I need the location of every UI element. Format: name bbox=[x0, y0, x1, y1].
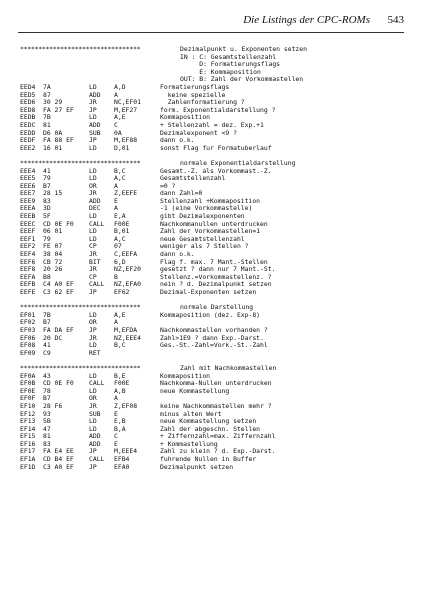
page-number: 543 bbox=[387, 14, 404, 26]
address: EEF4 bbox=[20, 250, 36, 259]
comment: Zahl zu klein ? d. Exp.-Darst. bbox=[160, 447, 276, 456]
address: EEE7 bbox=[20, 189, 36, 198]
mnemonic: OR bbox=[89, 181, 97, 190]
opcode-bytes: 78 bbox=[43, 386, 51, 395]
mnemonic: ADD bbox=[89, 120, 101, 129]
address: EEDB bbox=[20, 113, 36, 122]
comment: Zahl mit Nachkommastellen bbox=[180, 363, 277, 372]
opcode-bytes: 3D bbox=[43, 204, 51, 213]
mnemonic: SUB bbox=[89, 128, 101, 137]
comment: Nachkommanullen unterdrucken bbox=[160, 219, 268, 228]
operands: A,B bbox=[114, 386, 126, 395]
mnemonic: BIT bbox=[89, 257, 101, 266]
comment: Kommaposition bbox=[160, 113, 211, 122]
mnemonic: LD bbox=[89, 113, 97, 122]
operands: E bbox=[114, 196, 118, 205]
opcode-bytes: FA E4 EE bbox=[43, 447, 74, 456]
comment: Kommaposition bbox=[160, 371, 211, 380]
mnemonic: JR bbox=[89, 189, 97, 198]
mnemonic: ADD bbox=[89, 439, 101, 448]
assembly-listing bbox=[20, 46, 406, 471]
comment: Gesamtstellenzahl bbox=[160, 174, 226, 183]
operands: E,A bbox=[114, 212, 126, 221]
opcode-bytes: D6 0A bbox=[43, 128, 63, 137]
mnemonic: LD bbox=[89, 371, 97, 380]
operands: C bbox=[114, 432, 118, 441]
separator-stars: ********************************* bbox=[20, 303, 141, 312]
operands: NZ,EEE4 bbox=[114, 333, 141, 342]
operands: A bbox=[114, 181, 118, 190]
comment: dann Zahl=0 bbox=[160, 189, 203, 198]
operands: F00E bbox=[114, 219, 130, 228]
operands: A,C bbox=[114, 174, 126, 183]
address: EEF8 bbox=[20, 265, 36, 274]
opcode-bytes: 83 bbox=[43, 439, 51, 448]
mnemonic: LD bbox=[89, 82, 97, 91]
comment: Flag f. max. 7 Mant.-Stellen bbox=[160, 257, 268, 266]
opcode-bytes: 7B bbox=[43, 310, 51, 319]
mnemonic: LD bbox=[89, 386, 97, 395]
operands: E bbox=[114, 409, 118, 418]
mnemonic: JR bbox=[89, 333, 97, 342]
mnemonic: LD bbox=[89, 174, 97, 183]
operands: EF62 bbox=[114, 288, 130, 296]
mnemonic: CALL bbox=[89, 379, 105, 388]
opcode-bytes: 28 15 bbox=[43, 189, 63, 198]
comment: IN : C: Gesamtstellenzahl bbox=[180, 52, 277, 61]
opcode-bytes: 81 bbox=[43, 120, 51, 129]
operands: A,C bbox=[114, 234, 126, 243]
comment: neue Gesamtstellenzahl bbox=[160, 234, 245, 243]
opcode-bytes: 38 04 bbox=[43, 250, 63, 259]
operands: M,EF88 bbox=[114, 136, 138, 145]
mnemonic: OR bbox=[89, 394, 97, 403]
operands: M,EF27 bbox=[114, 105, 138, 114]
mnemonic: CP bbox=[89, 242, 97, 251]
operands: D,01 bbox=[114, 143, 130, 152]
opcode-bytes: FA DA EF bbox=[43, 325, 74, 334]
comment: + Ziffernzahl=max. Ziffernzahl bbox=[160, 432, 276, 441]
mnemonic: CALL bbox=[89, 219, 105, 228]
comment: =0 ? bbox=[160, 181, 176, 190]
opcode-bytes: 16 01 bbox=[43, 143, 63, 152]
listing-line bbox=[20, 145, 406, 153]
address: EF17 bbox=[20, 447, 36, 456]
mnemonic: JP bbox=[89, 462, 97, 471]
address: EF1A bbox=[20, 455, 36, 464]
operands: Z,EEFE bbox=[114, 189, 138, 198]
indent bbox=[20, 61, 180, 69]
separator-stars: ********************************* bbox=[20, 363, 141, 372]
address: EF15 bbox=[20, 432, 36, 441]
address: EF03 bbox=[20, 325, 36, 334]
mnemonic: CALL bbox=[89, 455, 105, 464]
comment: + Stellenzahl = dez. Exp.+1 bbox=[160, 120, 264, 129]
address: EEEC bbox=[20, 219, 36, 228]
comment: Dezimalexponent <9 ? bbox=[160, 128, 237, 137]
listing-line bbox=[20, 388, 406, 396]
indent bbox=[20, 69, 180, 77]
address: EF14 bbox=[20, 424, 36, 433]
opcode-bytes: B7 bbox=[43, 318, 51, 327]
operands: B,C bbox=[114, 341, 126, 350]
operands: C,EEFA bbox=[114, 250, 138, 259]
listing-line bbox=[20, 130, 406, 138]
comment: keine spezielle bbox=[160, 90, 226, 99]
opcode-bytes: CD 0E F0 bbox=[43, 219, 74, 228]
comment: gesetzt ? dann nur 7 Mant.-St. bbox=[160, 265, 276, 274]
comment: Zahl der Vorkommastellen=1 bbox=[160, 227, 261, 236]
listing-line bbox=[20, 342, 406, 350]
opcode-bytes: C3 A0 EF bbox=[43, 462, 74, 471]
comment: weniger als 7 Stellen ? bbox=[160, 242, 249, 251]
comment: Dezimalpunkt u. Exponenten setzen bbox=[180, 45, 307, 53]
opcode-bytes: B8 bbox=[43, 272, 51, 281]
opcode-bytes: FA 27 EF bbox=[43, 105, 74, 114]
operands: B,01 bbox=[114, 227, 130, 236]
indent bbox=[20, 54, 180, 62]
comment: neue Kommastellung bbox=[160, 386, 230, 395]
mnemonic: RET bbox=[89, 348, 101, 357]
comment: Zahlenformatierung ? bbox=[160, 98, 245, 107]
operands: NZ,EFA0 bbox=[114, 280, 141, 289]
comment: Stellenzahl +Kommaposition bbox=[160, 196, 261, 205]
comment: OUT: B: Zahl der Vorkommastellen bbox=[180, 75, 304, 84]
comment bbox=[160, 350, 406, 358]
comment: Dezimal-Exponenten setzen bbox=[160, 288, 257, 296]
listing-line bbox=[20, 183, 406, 191]
opcode-bytes: B7 bbox=[43, 394, 51, 403]
address: EEFE bbox=[20, 288, 36, 296]
mnemonic: JR bbox=[89, 250, 97, 259]
separator-stars: ********************************* bbox=[20, 158, 141, 167]
opcode-bytes: C4 A0 EF bbox=[43, 280, 74, 289]
operands: 07 bbox=[114, 242, 122, 251]
operands: B,A bbox=[114, 424, 126, 433]
opcode-bytes: 5B bbox=[43, 417, 51, 426]
address: EEEA bbox=[20, 204, 36, 213]
opcode-bytes: 5F bbox=[43, 212, 51, 221]
address: EF0A bbox=[20, 371, 36, 380]
opcode-bytes: 47 bbox=[43, 424, 51, 433]
mnemonic: JR bbox=[89, 401, 97, 410]
operands: A bbox=[114, 394, 118, 403]
address: EEEF bbox=[20, 227, 36, 236]
page-header bbox=[18, 12, 404, 33]
operands: 6,D bbox=[114, 257, 126, 266]
operands: NC,EF01 bbox=[114, 98, 141, 107]
running-title: Die Listings der CPC-ROMs bbox=[243, 14, 370, 26]
operands: M,EEE4 bbox=[114, 447, 138, 456]
opcode-bytes: C3 62 EF bbox=[43, 288, 74, 296]
address: EEF1 bbox=[20, 234, 36, 243]
address: EF0B bbox=[20, 379, 36, 388]
comment: Zahl>1E9 ? dann Exp.-Darst. bbox=[160, 333, 264, 342]
address: EEE2 bbox=[20, 143, 36, 152]
comment: Dezimalpunkt setzen bbox=[160, 462, 234, 471]
mnemonic: JP bbox=[89, 447, 97, 456]
mnemonic: ADD bbox=[89, 196, 101, 205]
opcode-bytes: FE 07 bbox=[43, 242, 63, 251]
opcode-bytes: 7B bbox=[43, 113, 51, 122]
mnemonic: ADD bbox=[89, 432, 101, 441]
listing-line bbox=[20, 312, 406, 320]
address: EF0E bbox=[20, 386, 36, 395]
listing-line bbox=[20, 350, 406, 358]
listing-line bbox=[20, 365, 406, 373]
mnemonic: LD bbox=[89, 143, 97, 152]
comment: -1 (eine Vorkommastelle) bbox=[160, 204, 253, 213]
comment: Ges.-St.-Zahl=Vork.-St.-Zahl bbox=[160, 341, 268, 350]
operands bbox=[114, 350, 160, 358]
comment: + Kommastellung bbox=[160, 439, 218, 448]
address: EEF6 bbox=[20, 257, 36, 266]
comment: neue Kommastellung setzen bbox=[160, 417, 257, 426]
opcode-bytes: 20 26 bbox=[43, 265, 63, 274]
opcode-bytes: CB 72 bbox=[43, 257, 63, 266]
opcode-bytes: 7A bbox=[43, 82, 51, 91]
listing-line bbox=[20, 464, 406, 472]
opcode-bytes: 79 bbox=[43, 174, 51, 183]
opcode-bytes: B7 bbox=[43, 181, 51, 190]
comment: fuhrende Nullen in Buffer bbox=[160, 455, 257, 464]
opcode-bytes: 28 F6 bbox=[43, 401, 63, 410]
address: EEFA bbox=[20, 272, 36, 281]
mnemonic: LD bbox=[89, 341, 97, 350]
address: EF10 bbox=[20, 401, 36, 410]
address: EF01 bbox=[20, 310, 36, 319]
mnemonic: LD bbox=[89, 310, 97, 319]
operands: A bbox=[114, 318, 118, 327]
opcode-bytes: 83 bbox=[43, 196, 51, 205]
operands: F00E bbox=[114, 379, 130, 388]
address: EF16 bbox=[20, 439, 36, 448]
address: EEE6 bbox=[20, 181, 36, 190]
opcode-bytes: 41 bbox=[43, 166, 51, 175]
comment: keine Nachkommastellen mehr ? bbox=[160, 401, 272, 410]
operands: 0A bbox=[114, 128, 122, 137]
opcode-bytes: C9 bbox=[43, 348, 51, 357]
mnemonic: SUB bbox=[89, 409, 101, 418]
address: EF08 bbox=[20, 341, 36, 350]
address: EF12 bbox=[20, 409, 36, 418]
comment: Nachkommastellen vorhanden ? bbox=[160, 325, 268, 334]
mnemonic: LD bbox=[89, 417, 97, 426]
mnemonic: CALL bbox=[89, 280, 105, 289]
operands: A,D bbox=[114, 82, 126, 91]
address: EEDF bbox=[20, 136, 36, 145]
comment: nein ? d. Dezimalpunkt setzen bbox=[160, 280, 272, 289]
address: EF02 bbox=[20, 318, 36, 327]
mnemonic: JP bbox=[89, 325, 97, 334]
mnemonic: LD bbox=[89, 424, 97, 433]
address: EED6 bbox=[20, 98, 36, 107]
address: EEEB bbox=[20, 212, 36, 221]
opcode-bytes: 93 bbox=[43, 409, 51, 418]
mnemonic: JP bbox=[89, 288, 97, 296]
address: EED8 bbox=[20, 105, 36, 114]
separator-stars: ********************************* bbox=[20, 45, 141, 53]
address: EEE4 bbox=[20, 166, 36, 175]
opcode-bytes: 06 01 bbox=[43, 227, 63, 236]
operands: EFB4 bbox=[114, 455, 130, 464]
comment: Gesamt.-Z. als Vorkommast.-Z. bbox=[160, 166, 272, 175]
mnemonic: LD bbox=[89, 166, 97, 175]
comment: dann o.k. bbox=[160, 136, 195, 145]
address: EF06 bbox=[20, 333, 36, 342]
operands: NZ,EF20 bbox=[114, 265, 141, 274]
operands: C bbox=[114, 120, 118, 129]
comment: sonst Flag fur Formatuberlauf bbox=[160, 143, 272, 152]
operands: E bbox=[114, 439, 118, 448]
listing-line bbox=[20, 175, 406, 183]
comment: normale Darstellung bbox=[180, 303, 254, 312]
mnemonic: ADD bbox=[89, 90, 101, 99]
comment: Nachkomma-Nullen unterdrucken bbox=[160, 379, 272, 388]
address: EEDC bbox=[20, 120, 36, 129]
address: EF0F bbox=[20, 394, 36, 403]
opcode-bytes: 87 bbox=[43, 90, 51, 99]
comment: normale Exponentialdarstellung bbox=[180, 158, 296, 167]
opcode-bytes: 30 29 bbox=[43, 98, 63, 107]
mnemonic: JR bbox=[89, 265, 97, 274]
comment: Stellenz.=Vorkommastellenz. ? bbox=[160, 272, 272, 281]
comment: minus alten Wert bbox=[160, 409, 222, 418]
address: EF13 bbox=[20, 417, 36, 426]
operands: B bbox=[114, 272, 118, 281]
comment: form. Exponentialdarstellung ? bbox=[160, 105, 276, 114]
mnemonic: JP bbox=[89, 136, 97, 145]
opcode-bytes: 43 bbox=[43, 371, 51, 380]
operands: EFA0 bbox=[114, 462, 130, 471]
operands: B,C bbox=[114, 166, 126, 175]
mnemonic: JP bbox=[89, 105, 97, 114]
operands: A bbox=[114, 204, 118, 213]
mnemonic: LD bbox=[89, 212, 97, 221]
opcode-bytes: FA 88 EF bbox=[43, 136, 74, 145]
address: EEF2 bbox=[20, 242, 36, 251]
address: EEFB bbox=[20, 280, 36, 289]
operands: B,E bbox=[114, 371, 126, 380]
opcode-bytes: CD 0E F0 bbox=[43, 379, 74, 388]
comment: E: Kommaposition bbox=[180, 67, 261, 76]
opcode-bytes: 20 DC bbox=[43, 333, 63, 342]
operands: A,E bbox=[114, 113, 126, 122]
mnemonic: OR bbox=[89, 318, 97, 327]
comment: Kommaposition (dez. Exp-8) bbox=[160, 310, 261, 319]
comment: dann o.k. bbox=[160, 250, 195, 259]
opcode-bytes: 79 bbox=[43, 234, 51, 243]
operands: M,EFDA bbox=[114, 325, 138, 334]
address: EF09 bbox=[20, 348, 36, 357]
listing-line bbox=[20, 107, 406, 115]
address: EED5 bbox=[20, 90, 36, 99]
operands: A,E bbox=[114, 310, 126, 319]
address: EED4 bbox=[20, 82, 36, 91]
mnemonic: CP bbox=[89, 272, 97, 281]
comment: Zahl der abgeschn. Stellen bbox=[160, 424, 261, 433]
comment: Formatierungsflags bbox=[160, 82, 230, 91]
address: EF1D bbox=[20, 462, 36, 471]
address: EEE9 bbox=[20, 196, 36, 205]
mnemonic: LD bbox=[89, 227, 97, 236]
address: EEDD bbox=[20, 128, 36, 137]
mnemonic: DEC bbox=[89, 204, 101, 213]
opcode-bytes: CD B4 EF bbox=[43, 455, 74, 464]
comment: gibt Dezimalexponenten bbox=[160, 212, 245, 221]
listing-line bbox=[20, 289, 406, 297]
mnemonic: JR bbox=[89, 98, 97, 107]
listing-line bbox=[20, 243, 406, 251]
operands: Z,EF08 bbox=[114, 401, 138, 410]
operands: A bbox=[114, 90, 118, 99]
operands: E,B bbox=[114, 417, 126, 426]
mnemonic: LD bbox=[89, 234, 97, 243]
comment: D: Formatierungsflags bbox=[180, 60, 281, 69]
opcode-bytes: 41 bbox=[43, 341, 51, 350]
opcode-bytes: 81 bbox=[43, 432, 51, 441]
address: EEE5 bbox=[20, 174, 36, 183]
